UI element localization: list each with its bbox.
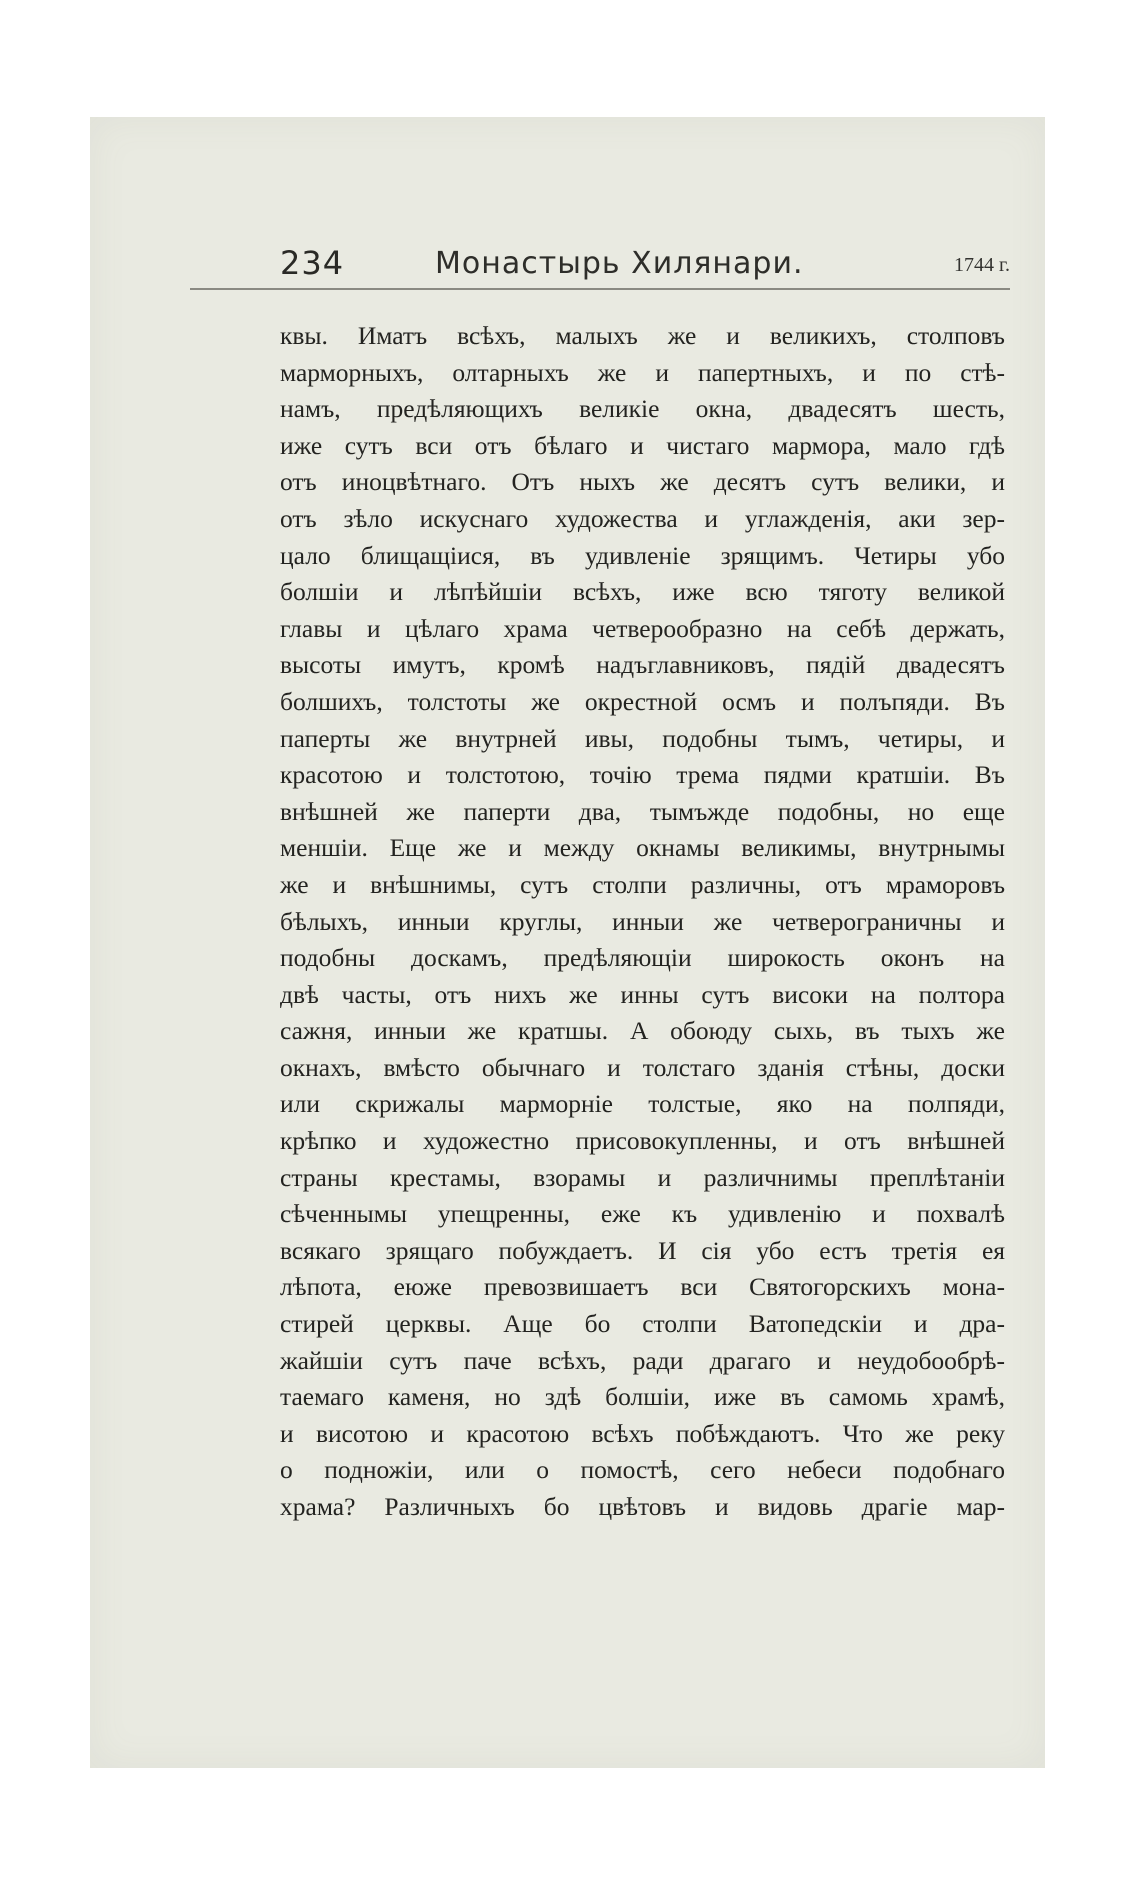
text-line: о подножіи, или о помостѣ, сего небеси подобнаго: [280, 1455, 1005, 1485]
text-line: двѣ часты, отъ нихъ же инны сутъ високи на полтора: [280, 979, 1005, 1009]
text-line: жайшіи сутъ паче всѣхъ, ради драгаго и неудобообрѣ-: [280, 1345, 1005, 1375]
text-line: внѣшней же паперти два, тымъжде подобны, но еще: [280, 796, 1005, 826]
page-header: [190, 240, 1010, 290]
text-line: марморныхъ, олтарныхъ же и папертныхъ, и по стѣ-: [280, 357, 1005, 387]
text-line: главы и цѣлаго храма четверообразно на себѣ держать,: [280, 613, 1005, 643]
text-line: храма? Различныхъ бо цвѣтовъ и видовь драгіе мар-: [280, 1492, 1005, 1521]
text-line: квы. Иматъ всѣхъ, малыхъ же и великихъ, столповъ: [280, 321, 1005, 350]
text-line: таемаго каменя, но здѣ болшіи, иже въ самомь храмѣ,: [280, 1382, 1005, 1412]
text-line: всякаго зрящаго побуждаетъ. И сія убо естъ третія ея: [280, 1235, 1005, 1265]
text-line: сѣченнымы упещренны, еже къ удивленію и похвалѣ: [280, 1199, 1005, 1229]
text-line: высоты имутъ, кромѣ надъглавниковъ, пядій двадесятъ: [280, 650, 1005, 680]
text-line: красотою и толстотою, точію трема пядми кратшіи. Въ: [280, 760, 1005, 790]
text-line: отъ зѣло искуснаго художества и углажденія, аки зер-: [280, 503, 1005, 533]
text-line: и висотою и красотою всѣхъ побѣждаютъ. Что же реку: [280, 1418, 1005, 1448]
page-number: 234: [280, 244, 345, 282]
text-line: страны крестамы, взорамы и различнимы преплѣтаніи: [280, 1162, 1005, 1192]
text-line: стирей церквы. Аще бо столпи Ватопедскіи и дра-: [280, 1309, 1005, 1339]
text-line: лѣпота, еюже превозвишаетъ вси Святогорскихъ мона-: [280, 1272, 1005, 1302]
text-line: паперты же внутрней ивы, подобны тымъ, четиры, и: [280, 723, 1005, 753]
text-line: сажня, инныи же кратшы. А обоюду сыхь, въ тыхъ же: [280, 1016, 1005, 1046]
text-line: болшіи и лѣпѣйшіи всѣхъ, иже всю тяготу великой: [280, 577, 1005, 607]
year-marker: 1744 г.: [954, 254, 1010, 276]
text-line: или скрижалы марморніе толстые, яко на полпяди,: [280, 1089, 1005, 1119]
text-line: намъ, предѣляющихъ великіе окна, двадесятъ шесть,: [280, 394, 1005, 424]
text-line: крѣпко и художестно присовокупленны, и отъ внѣшней: [280, 1126, 1005, 1156]
running-title: Монастырь Хилянари.: [435, 246, 804, 281]
text-line: меншіи. Еще же и между окнамы великимы, внутрнымы: [280, 833, 1005, 863]
text-line: же и внѣшнимы, сутъ столпи различны, отъ мраморовъ: [280, 869, 1005, 899]
text-line: иже сутъ вси отъ бѣлаго и чистаго мармора, мало гдѣ: [280, 430, 1005, 460]
text-line: цало блищащіися, въ удивленіе зрящимъ. Четиры убо: [280, 540, 1005, 570]
text-line: отъ иноцвѣтнаго. Отъ ныхъ же десятъ сутъ велики, и: [280, 467, 1005, 497]
text-line: бѣлыхъ, инныи круглы, инныи же четверограничны и: [280, 906, 1005, 936]
text-line: болшихъ, толстоты же окрестной осмъ и полъпяди. Въ: [280, 686, 1005, 716]
body-text: [280, 318, 1005, 1526]
text-line: окнахъ, вмѣсто обычнаго и толстаго зданія стѣны, доски: [280, 1052, 1005, 1082]
text-line: подобны доскамъ, предѣляющіи широкость оконъ на: [280, 943, 1005, 973]
